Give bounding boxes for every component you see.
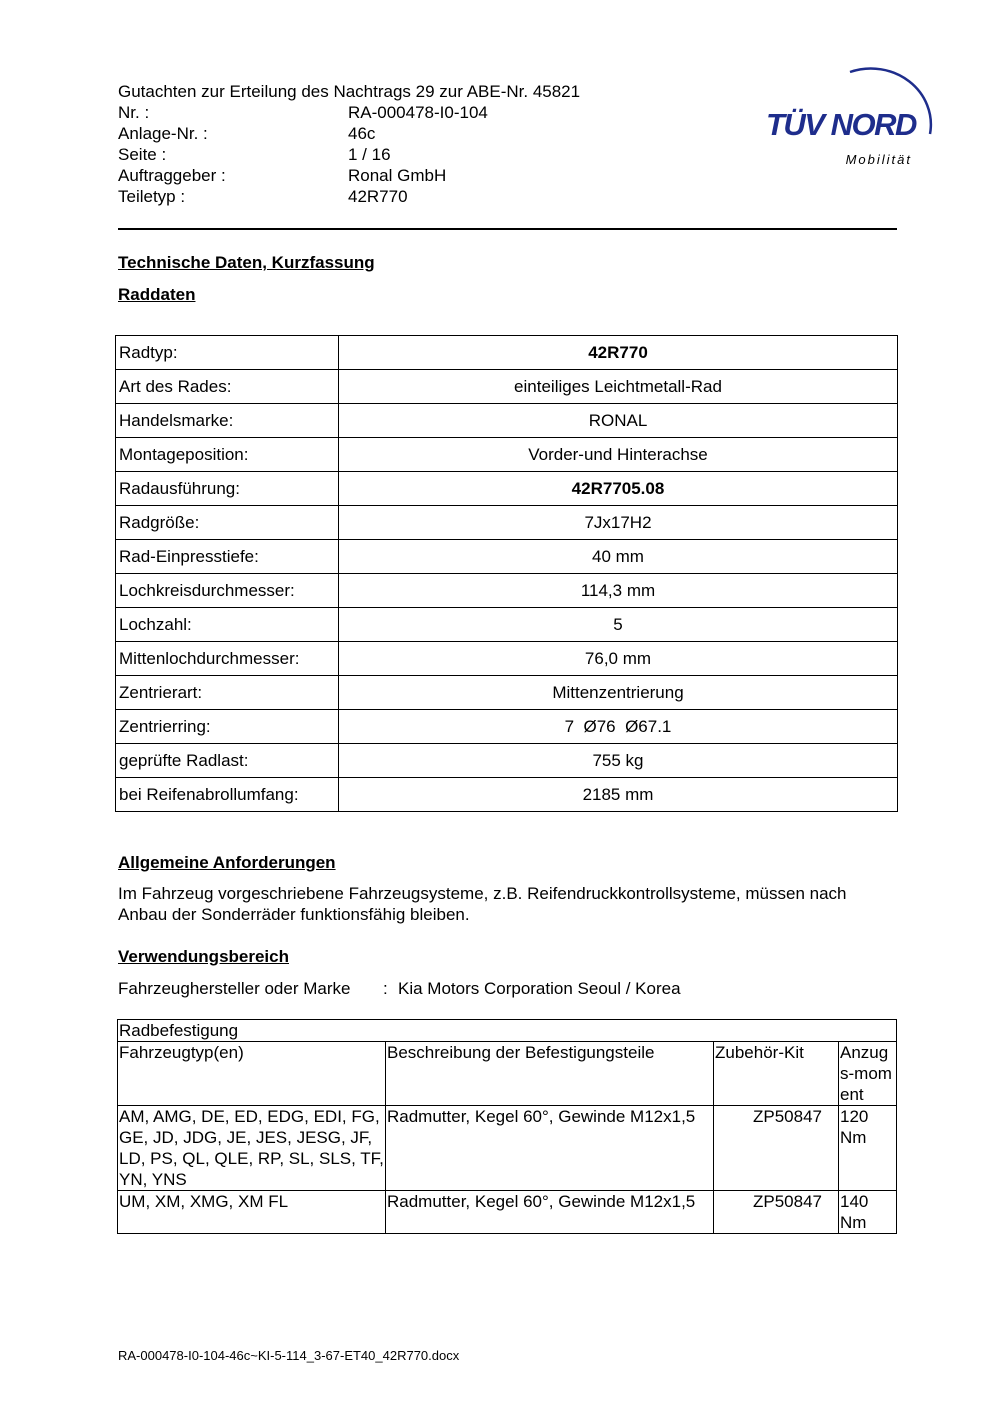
table-label-cell: Radtyp: <box>116 336 339 370</box>
table-value-cell: 755 kg <box>339 744 898 778</box>
header-value: Ronal GmbH <box>348 166 447 185</box>
section-heading-summary: Technische Daten, Kurzfassung <box>118 253 375 272</box>
table-label-cell: Lochzahl: <box>116 608 339 642</box>
table-row <box>116 642 898 676</box>
header-value: RA-000478-I0-104 <box>348 103 488 122</box>
header-divider <box>118 228 897 230</box>
logo-subtitle-text: Mobilität <box>845 152 912 167</box>
table-label-cell: Radgröße: <box>116 506 339 540</box>
header-label: Anlage-Nr. : <box>118 124 208 143</box>
header-label: Teiletyp : <box>118 187 186 206</box>
table-title-cell: Radbefestigung <box>118 1020 897 1042</box>
table-header-row <box>118 1042 897 1106</box>
table-label-cell: Mittenlochdurchmesser: <box>116 642 339 676</box>
table-value-cell: 2185 mm <box>339 778 898 812</box>
table-value-cell: 76,0 mm <box>339 642 898 676</box>
table-row <box>116 778 898 812</box>
header-row-nr <box>118 102 638 123</box>
header-row-auftraggeber <box>118 165 638 186</box>
table-header-cell: Fahrzeugtyp(en) <box>118 1042 386 1106</box>
table-header-cell: Beschreibung der Befestigungsteile <box>386 1042 714 1106</box>
table-row <box>116 540 898 574</box>
table-row <box>116 438 898 472</box>
manufacturer-colon: : <box>383 979 388 998</box>
table-row <box>116 370 898 404</box>
table-value-cell: 40 mm <box>339 540 898 574</box>
table-value-cell: Mittenzentrierung <box>339 676 898 710</box>
header-row-teiletyp <box>118 186 638 207</box>
section-heading-general: Allgemeine Anforderungen <box>118 853 336 872</box>
table-value-cell: einteiliges Leichtmetall-Rad <box>339 370 898 404</box>
table-value-cell: RONAL <box>339 404 898 438</box>
description-cell: Radmutter, Kegel 60°, Gewinde M12x1,5 <box>386 1191 714 1234</box>
table-label-cell: Lochkreisdurchmesser: <box>116 574 339 608</box>
wheel-data-table <box>115 335 898 812</box>
table-label-cell: geprüfte Radlast: <box>116 744 339 778</box>
section-heading-usage: Verwendungsbereich <box>118 947 289 966</box>
description-cell: Radmutter, Kegel 60°, Gewinde M12x1,5 <box>386 1106 714 1191</box>
table-label-cell: bei Reifenabrollumfang: <box>116 778 339 812</box>
torque-cell: 140 Nm <box>839 1191 897 1234</box>
kit-cell: ZP50847 <box>714 1106 839 1191</box>
kit-cell: ZP50847 <box>714 1191 839 1234</box>
logo-brand-text: TÜV NORD <box>766 107 916 142</box>
tuv-nord-logo <box>762 56 942 174</box>
table-row <box>116 404 898 438</box>
table-row <box>116 336 898 370</box>
table-row <box>116 574 898 608</box>
general-requirements-text: Im Fahrzeug vorgeschriebene Fahrzeugsysteme, z.B. Reifendruckkontrollsysteme, müssen nach Anbau der Sonderräder funktionsfähig bleiben. <box>118 884 847 924</box>
header-label: Seite : <box>118 145 167 164</box>
table-value-cell: Vorder-und Hinterachse <box>339 438 898 472</box>
vehicle-types-cell: AM, AMG, DE, ED, EDG, EDI, FG, GE, JD, JDG, JE, JES, JESG, JF, LD, PS, QL, QLE, RP, SL, SLS, TF, YN, YNS <box>119 1107 384 1189</box>
table-label-cell: Zentrierart: <box>116 676 339 710</box>
header-label: Nr. : <box>118 103 150 122</box>
table-title-row <box>118 1020 897 1042</box>
torque-cell: 120 Nm <box>839 1106 897 1191</box>
header-value: 1 / 16 <box>348 145 391 164</box>
table-row <box>118 1191 897 1234</box>
vehicle-types-cell: UM, XM, XMG, XM FL <box>118 1191 386 1234</box>
table-label-cell: Handelsmarke: <box>116 404 339 438</box>
fastening-table <box>117 1019 897 1234</box>
table-row <box>116 676 898 710</box>
table-row <box>116 710 898 744</box>
table-row <box>116 608 898 642</box>
table-row <box>116 744 898 778</box>
table-row <box>116 506 898 540</box>
table-label-cell: Radausführung: <box>116 472 339 506</box>
table-value-cell: 42R770 <box>339 336 898 370</box>
footer-filename: RA-000478-I0-104-46c~KI-5-114_3-67-ET40_42R770.docx <box>118 1348 460 1363</box>
table-value-cell: 7 Ø76 Ø67.1 <box>339 710 898 744</box>
table-row <box>116 472 898 506</box>
table-value-cell: 5 <box>339 608 898 642</box>
header-row-anlage <box>118 123 638 144</box>
table-label-cell: Zentrierring: <box>116 710 339 744</box>
table-value-cell: 42R7705.08 <box>339 472 898 506</box>
table-value-cell: 7Jx17H2 <box>339 506 898 540</box>
table-label-cell: Rad-Einpresstiefe: <box>116 540 339 574</box>
manufacturer-value: Kia Motors Corporation Seoul / Korea <box>398 979 681 998</box>
table-label-cell: Art des Rades: <box>116 370 339 404</box>
header-value: 42R770 <box>348 187 408 206</box>
header-label: Auftraggeber : <box>118 166 226 185</box>
table-row <box>118 1106 897 1191</box>
header-value: 46c <box>348 124 376 143</box>
tuv-nord-logo-graphic <box>762 56 942 174</box>
document-title: Gutachten zur Erteilung des Nachtrags 29 zur ABE-Nr. 45821 <box>118 82 581 101</box>
table-value-cell: 114,3 mm <box>339 574 898 608</box>
table-header-cell: Anzugs-moment <box>839 1042 897 1106</box>
manufacturer-label: Fahrzeughersteller oder Marke <box>118 979 351 998</box>
table-label-cell: Montageposition: <box>116 438 339 472</box>
section-heading-wheel-data: Raddaten <box>118 285 196 304</box>
header-row-seite <box>118 144 638 165</box>
table-header-cell: Zubehör-Kit <box>714 1042 839 1106</box>
